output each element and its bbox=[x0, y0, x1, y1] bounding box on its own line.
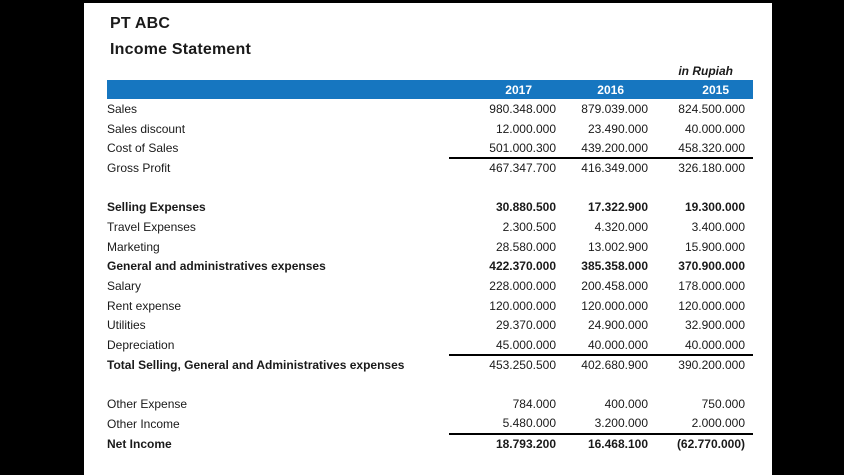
spacer-row bbox=[107, 375, 753, 395]
cell-value: 422.370.000 bbox=[489, 259, 556, 274]
cell-value: 12.000.000 bbox=[495, 121, 556, 136]
table-row bbox=[107, 138, 753, 158]
year-header-row bbox=[107, 80, 753, 99]
row-label: Depreciation bbox=[107, 338, 175, 353]
income-statement-table bbox=[107, 80, 753, 453]
cell-value: 40.000.000 bbox=[684, 121, 745, 136]
row-label: Other Income bbox=[107, 416, 180, 431]
table-row bbox=[107, 197, 753, 217]
cell-value: 326.180.000 bbox=[678, 161, 745, 176]
year-header-2015: 2015 bbox=[702, 82, 729, 97]
cell-value: 32.900.000 bbox=[684, 318, 745, 333]
cell-value: 416.349.000 bbox=[581, 161, 648, 176]
cell-value: 439.200.000 bbox=[556, 138, 648, 158]
cell-value: 879.039.000 bbox=[581, 101, 648, 116]
table-row bbox=[107, 217, 753, 237]
cell-value: 40.000.000 bbox=[556, 335, 648, 355]
cell-value: 120.000.000 bbox=[678, 298, 745, 313]
cell-value: 2.300.500 bbox=[502, 219, 556, 234]
currency-note: in Rupiah bbox=[678, 64, 733, 78]
row-label: Selling Expenses bbox=[107, 200, 206, 215]
cell-value: 390.200.000 bbox=[678, 358, 745, 373]
spacer-row bbox=[107, 178, 753, 198]
cell-value: 16.468.100 bbox=[587, 437, 648, 452]
cell-value: 4.320.000 bbox=[594, 219, 648, 234]
cell-value: 178.000.000 bbox=[678, 279, 745, 294]
table-row bbox=[107, 119, 753, 139]
row-label: Net Income bbox=[107, 436, 172, 451]
row-label: Cost of Sales bbox=[107, 141, 179, 156]
row-label: Sales discount bbox=[107, 121, 186, 136]
year-header-2016: 2016 bbox=[597, 82, 624, 97]
table-row bbox=[107, 434, 753, 454]
table-row bbox=[107, 99, 753, 119]
row-label: Utilities bbox=[107, 318, 146, 333]
cell-value: 24.900.000 bbox=[587, 318, 648, 333]
cell-value: 2.000.000 bbox=[648, 414, 753, 434]
table-row bbox=[107, 276, 753, 296]
document-panel bbox=[84, 3, 772, 475]
row-label: Marketing bbox=[107, 239, 160, 254]
spacer-cell bbox=[107, 178, 753, 198]
cell-value: 3.400.000 bbox=[691, 219, 745, 234]
table-row bbox=[107, 158, 753, 178]
company-name: PT ABC bbox=[110, 15, 171, 32]
cell-value: 453.250.500 bbox=[489, 358, 556, 373]
cell-value: 501.000.300 bbox=[449, 138, 556, 158]
cell-value: (62.770.000) bbox=[676, 437, 745, 452]
cell-value: 30.880.500 bbox=[495, 200, 556, 215]
cell-value: 400.000 bbox=[604, 397, 648, 412]
table-row bbox=[107, 296, 753, 316]
cell-value: 28.580.000 bbox=[495, 239, 556, 254]
cell-value: 3.200.000 bbox=[556, 414, 648, 434]
row-label: General and administratives expenses bbox=[107, 259, 326, 274]
row-label: Other Expense bbox=[107, 397, 188, 412]
cell-value: 23.490.000 bbox=[587, 121, 648, 136]
cell-value: 19.300.000 bbox=[684, 200, 745, 215]
row-label: Salary bbox=[107, 279, 142, 294]
table-row bbox=[107, 237, 753, 257]
cell-value: 370.900.000 bbox=[678, 259, 745, 274]
spacer-cell bbox=[107, 375, 753, 395]
table-row bbox=[107, 394, 753, 414]
cell-value: 15.900.000 bbox=[684, 239, 745, 254]
row-label: Gross Profit bbox=[107, 160, 171, 175]
table-row bbox=[107, 355, 753, 375]
table-row bbox=[107, 414, 753, 434]
income-table-body bbox=[107, 99, 753, 453]
table-row bbox=[107, 257, 753, 277]
cell-value: 29.370.000 bbox=[495, 318, 556, 333]
cell-value: 120.000.000 bbox=[581, 298, 648, 313]
cell-value: 200.458.000 bbox=[581, 279, 648, 294]
cell-value: 5.480.000 bbox=[449, 414, 556, 434]
cell-value: 385.358.000 bbox=[581, 259, 648, 274]
cell-value: 18.793.200 bbox=[495, 437, 556, 452]
cell-value: 467.347.700 bbox=[489, 161, 556, 176]
cell-value: 120.000.000 bbox=[489, 298, 556, 313]
cell-value: 750.000 bbox=[701, 397, 745, 412]
cell-value: 40.000.000 bbox=[648, 335, 753, 355]
year-header-2017: 2017 bbox=[505, 82, 532, 97]
cell-value: 45.000.000 bbox=[449, 335, 556, 355]
row-label: Total Selling, General and Administratives expenses bbox=[107, 357, 405, 372]
table-row bbox=[107, 335, 753, 355]
row-label: Sales bbox=[107, 101, 138, 116]
cell-value: 228.000.000 bbox=[489, 279, 556, 294]
table-row bbox=[107, 316, 753, 336]
row-label: Travel Expenses bbox=[107, 219, 196, 234]
row-label: Rent expense bbox=[107, 298, 182, 313]
cell-value: 13.002.900 bbox=[587, 239, 648, 254]
cell-value: 784.000 bbox=[512, 397, 556, 412]
cell-value: 17.322.900 bbox=[587, 200, 648, 215]
header-spacer-cell bbox=[107, 80, 449, 99]
document-title: Income Statement bbox=[110, 41, 252, 58]
cell-value: 980.348.000 bbox=[489, 101, 556, 116]
cell-value: 402.680.900 bbox=[581, 358, 648, 373]
cell-value: 458.320.000 bbox=[648, 138, 753, 158]
cell-value: 824.500.000 bbox=[678, 101, 745, 116]
